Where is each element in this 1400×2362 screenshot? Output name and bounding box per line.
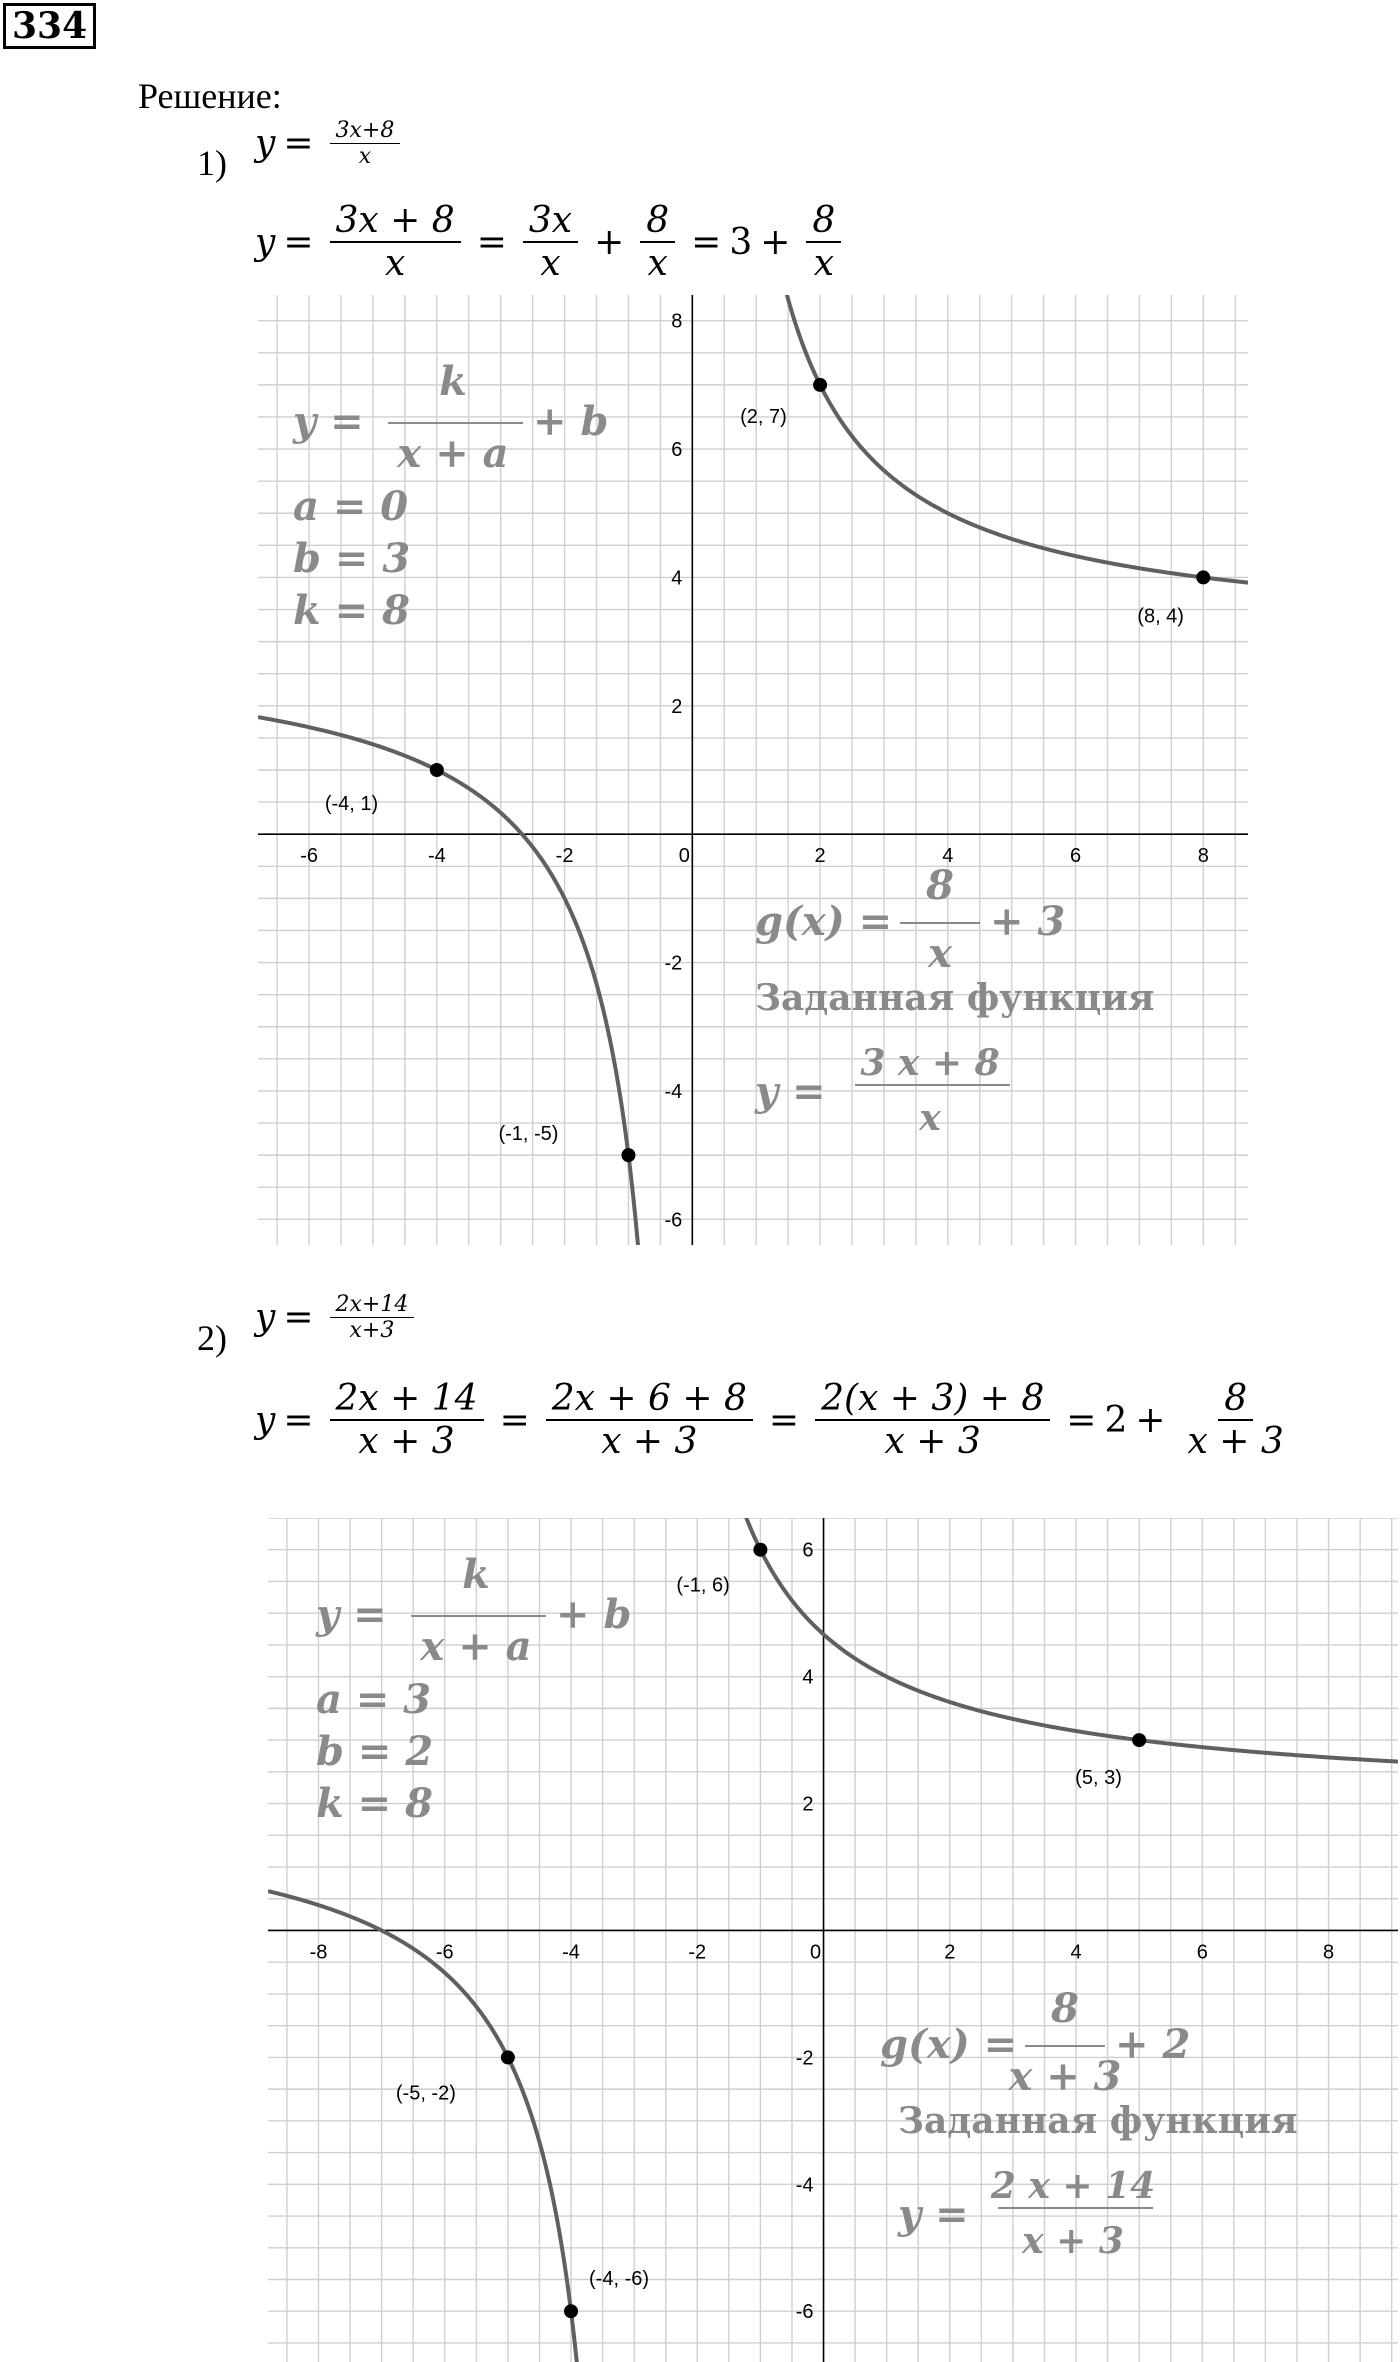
g-function-lhs: g(x) = (755, 898, 893, 945)
g-function-lhs: g(x) = (880, 2021, 1018, 2068)
part-1-transform-equation: y = $\frac{3x + 8}{x}$ = $\frac{3x}{x}$ + $\frac{8}{x}$ = 3 + $\frac{8}{x}$ (255, 200, 849, 285)
transform-fraction (330, 200, 461, 285)
part-2-label: 2) (197, 1318, 227, 1358)
y-tick-label: 6 (802, 1539, 814, 1562)
transform-numerator: 2x + 14 (330, 1378, 484, 1421)
overlay-parameter: k = 8 (293, 587, 410, 634)
x-tick-label: 0 (678, 845, 690, 868)
g-function-numerator: 8 (1051, 1985, 1079, 2032)
x-tick-label: 4 (1070, 1941, 1082, 1964)
problem-number: 334 (3, 3, 96, 49)
x-tick-label: 2 (814, 845, 826, 868)
y-tick-label: -2 (664, 952, 683, 975)
g-function-denominator: x + 3 (1008, 2053, 1122, 2100)
graph-1 (258, 295, 1248, 1245)
overlay-formula-tail: + b (556, 1591, 632, 1638)
given-function-numerator: 3 x + 8 (860, 1042, 1000, 1084)
part-1-given-equation: y = $\frac{3x+8}{x}$ (255, 118, 408, 170)
y-tick-label: 8 (671, 310, 683, 333)
x-tick-label: -6 (435, 1941, 454, 1964)
transform-numerator: 8 (1218, 1378, 1253, 1421)
overlay-parameter: b = 3 (293, 535, 411, 582)
overlay-formula-tail: + b (533, 398, 609, 445)
overlay-formula-numerator: k (439, 358, 467, 405)
x-tick-label: -4 (562, 1941, 580, 1964)
x-tick-label: 8 (1197, 845, 1209, 868)
y-tick-label: -4 (795, 2174, 814, 2197)
transform-lhs: y (255, 1399, 276, 1441)
x-tick-label: -6 (300, 845, 318, 868)
transform-denominator: x (384, 243, 406, 285)
solution-label: Решение: (138, 76, 282, 116)
transform-fraction (523, 200, 578, 285)
data-point (430, 763, 444, 777)
overlay-formula-denominator: x + a (397, 430, 509, 477)
given-denominator: x (358, 144, 372, 170)
point-label: (8, 4) (1137, 605, 1184, 628)
transform-numerator: 3x (523, 200, 578, 243)
transform-numerator: 8 (640, 200, 675, 243)
transform-constant: 2 (1104, 1399, 1128, 1441)
transform-fraction (546, 1378, 753, 1463)
point-label: (-4, -6) (589, 2268, 650, 2291)
y-tick-label: -2 (795, 2047, 814, 2070)
y-tick-label: 2 (671, 695, 683, 718)
transform-numerator: 2x + 6 + 8 (546, 1378, 753, 1421)
transform-numerator: 2(x + 3) + 8 (815, 1378, 1050, 1421)
g-function-denominator: x (928, 930, 952, 977)
hyperbola-right-branch (713, 1518, 1398, 1762)
x-tick-label: 0 (809, 1941, 822, 1964)
transform-constant: 3 (729, 221, 753, 263)
data-point (1196, 570, 1210, 584)
x-tick-label: -2 (688, 1941, 707, 1964)
overlay-parameter: a = 0 (293, 483, 409, 530)
overlay-formula-denominator: x + a (420, 1623, 532, 1670)
overlay-parameter: b = 2 (316, 1728, 434, 1775)
transform-denominator: x (813, 243, 835, 285)
point-label: (-5, -2) (395, 2082, 456, 2105)
transform-denominator: x + 3 (358, 1421, 455, 1463)
given-lhs: y (255, 1297, 276, 1339)
data-point (564, 2304, 578, 2318)
hyperbola-right-branch (762, 295, 1248, 583)
transform-denominator: x (647, 243, 668, 285)
given-function-lhs: y = (898, 2191, 969, 2238)
x-tick-label: 4 (942, 845, 954, 868)
x-tick-label: 8 (1322, 1941, 1335, 1964)
data-point (1132, 1733, 1146, 1747)
x-tick-label: -8 (309, 1941, 328, 1964)
given-numerator: 3x+8 (330, 118, 401, 144)
given-function-denominator: x (919, 1097, 941, 1139)
data-point (813, 378, 827, 392)
part-2-transform-equation: y = $\frac{2x + 14}{x + 3}$ = $\frac{2x + 6 + 8}{x + 3}$ = $\frac{2(x + 3) + 8}{x + 3}$ = 2 + $\frac{8}{x + 3}$ (255, 1378, 1298, 1463)
transform-fraction (330, 1378, 484, 1463)
transform-fraction (640, 200, 675, 285)
transform-fraction (815, 1378, 1050, 1463)
given-fraction (330, 118, 401, 170)
g-function-tail: + 2 (1115, 2021, 1191, 2068)
overlay-parameter: a = 3 (316, 1676, 432, 1723)
x-tick-label: 6 (1196, 1941, 1208, 1964)
data-point (501, 2050, 515, 2064)
overlay-parameter: k = 8 (316, 1780, 433, 1827)
transform-numerator: 8 (806, 200, 841, 243)
given-function-denominator: x + 3 (1022, 2220, 1124, 2262)
x-tick-label: 2 (944, 1941, 956, 1964)
hyperbola-left-branch (258, 717, 647, 1245)
overlay-formula-numerator: k (462, 1551, 490, 1598)
given-denominator: x+3 (349, 1318, 395, 1344)
given-function-title: Заданная функция (898, 2100, 1298, 2142)
point-label: (-1, -5) (498, 1123, 559, 1146)
y-tick-label: -4 (664, 1080, 683, 1103)
y-tick-label: 4 (671, 567, 683, 590)
y-tick-label: 2 (802, 1793, 814, 1816)
data-point (621, 1148, 635, 1162)
point-label: (-4, 1) (324, 793, 379, 815)
y-tick-label: 6 (671, 439, 683, 462)
point-label: (2, 7) (740, 405, 787, 428)
g-function-tail: + 3 (990, 898, 1066, 945)
transform-denominator: x (540, 243, 561, 285)
transform-fraction (1182, 1378, 1290, 1463)
overlay-formula-lhs: y = (293, 398, 364, 445)
data-point (753, 1543, 767, 1557)
x-tick-label: 6 (1069, 845, 1082, 868)
given-lhs: y (255, 123, 276, 165)
graph-2 (268, 1518, 1398, 2362)
part-2-given-equation: y = $\frac{2x+14}{x+3}$ (255, 1292, 422, 1344)
given-function-title: Заданная функция (755, 977, 1155, 1019)
x-tick-label: -4 (427, 845, 446, 868)
transform-lhs: y (255, 221, 276, 263)
g-function-numerator: 8 (926, 862, 954, 909)
part-1-label: 1) (197, 143, 227, 183)
overlay-formula-lhs: y = (316, 1591, 387, 1638)
transform-denominator: x + 3 (884, 1421, 981, 1463)
given-numerator: 2x+14 (330, 1292, 415, 1318)
given-fraction (330, 1292, 415, 1344)
y-tick-label: 4 (802, 1666, 814, 1689)
transform-fraction (806, 200, 841, 285)
given-function-numerator: 2 x + 14 (990, 2165, 1156, 2207)
transform-denominator: x + 3 (1187, 1421, 1284, 1463)
transform-denominator: x + 3 (601, 1421, 698, 1463)
x-tick-label: -2 (555, 845, 574, 868)
y-tick-label: -6 (664, 1209, 683, 1232)
point-label: (-1, 6) (676, 1574, 730, 1597)
transform-numerator: 3x + 8 (330, 200, 461, 243)
point-label: (5, 3) (1075, 1767, 1122, 1790)
given-function-lhs: y = (755, 1068, 826, 1115)
y-tick-label: -6 (795, 2301, 814, 2324)
